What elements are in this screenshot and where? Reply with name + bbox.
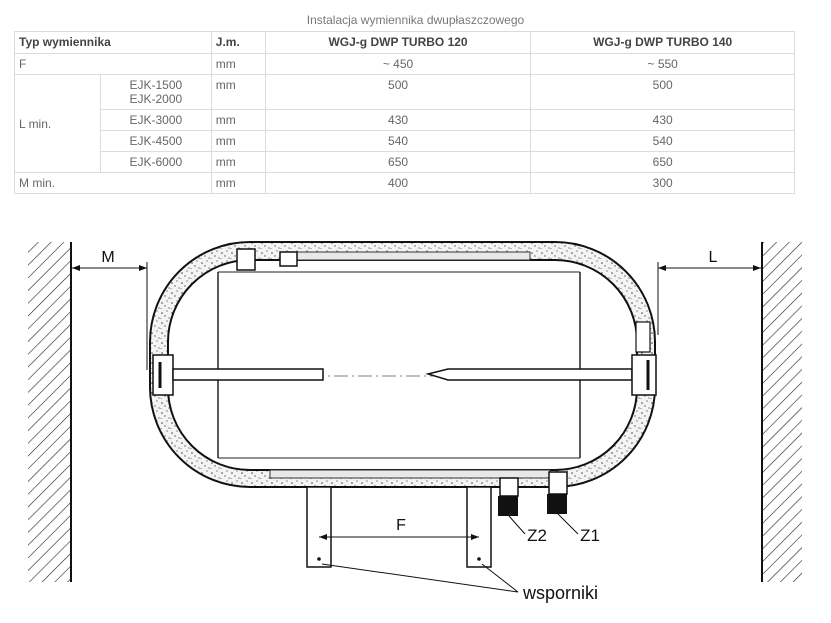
table-row-m [15, 173, 795, 194]
table-header-row [15, 32, 795, 54]
dimension-m [72, 249, 147, 370]
row-l-1500-value-140: 500 [531, 75, 795, 110]
row-l-4500-unit: mm [211, 131, 265, 152]
dimension-l [658, 249, 761, 335]
dimension-f [319, 517, 479, 540]
header-model-120: WGJ-g DWP TURBO 120 [265, 32, 531, 54]
row-l-1500-sub [100, 75, 211, 110]
row-l-3000-value-140: 430 [531, 110, 795, 131]
label-m: M [101, 249, 115, 266]
exchanger-spec-table [14, 31, 795, 194]
row-f-value-120: ~ 450 [265, 54, 531, 75]
table-caption: Instalacja wymiennika dwupłaszczowego [306, 13, 525, 27]
row-l-4500-sub: EJK-4500 [100, 131, 211, 152]
label-z1: Z1 [580, 526, 600, 545]
row-m-value-140: 300 [531, 173, 795, 194]
row-f-value-140: ~ 550 [531, 54, 795, 75]
row-m-label: M min. [15, 173, 212, 194]
row-l-4500-value-120: 540 [265, 131, 531, 152]
row-l-6000-value-120: 650 [265, 152, 531, 173]
row-f-label: F [15, 54, 212, 75]
row-m-value-120: 400 [265, 173, 531, 194]
row-l-label: L min. [15, 75, 101, 173]
connection-z2 [498, 478, 547, 545]
label-f: F [396, 517, 406, 534]
support-left [307, 487, 331, 567]
row-l-1500-unit: mm [211, 75, 265, 110]
row-l-6000-unit: mm [211, 152, 265, 173]
row-l-1500-sub1: EJK-1500 [129, 78, 183, 92]
row-l-6000-value-140: 650 [531, 152, 795, 173]
header-unit: J.m. [211, 32, 265, 54]
row-l-4500-value-140: 540 [531, 131, 795, 152]
table-row-l-1500 [15, 75, 795, 110]
row-l-3000-value-120: 430 [265, 110, 531, 131]
left-wall [28, 242, 71, 582]
table-row-f [15, 54, 795, 75]
row-f-unit: mm [211, 54, 265, 75]
table-row-l-3000 [15, 110, 795, 131]
support-right [467, 487, 491, 567]
row-m-unit: mm [211, 173, 265, 194]
row-l-1500-sub2: EJK-2000 [129, 92, 183, 106]
table-row-l-4500 [15, 131, 795, 152]
exchanger-tank [150, 242, 655, 487]
header-type: Typ wymiennika [15, 32, 212, 54]
label-supports: wsporniki [523, 583, 599, 603]
header-model-140: WGJ-g DWP TURBO 140 [531, 32, 795, 54]
installation-diagram [0, 225, 831, 623]
label-l: L [708, 249, 718, 266]
right-wall [762, 242, 802, 582]
table-row-l-6000 [15, 152, 795, 173]
supports-leader [322, 564, 598, 603]
label-z2: Z2 [527, 526, 547, 545]
row-l-3000-unit: mm [211, 110, 265, 131]
row-l-6000-sub: EJK-6000 [100, 152, 211, 173]
row-l-3000-sub: EJK-3000 [100, 110, 211, 131]
row-l-1500-value-120: 500 [265, 75, 531, 110]
